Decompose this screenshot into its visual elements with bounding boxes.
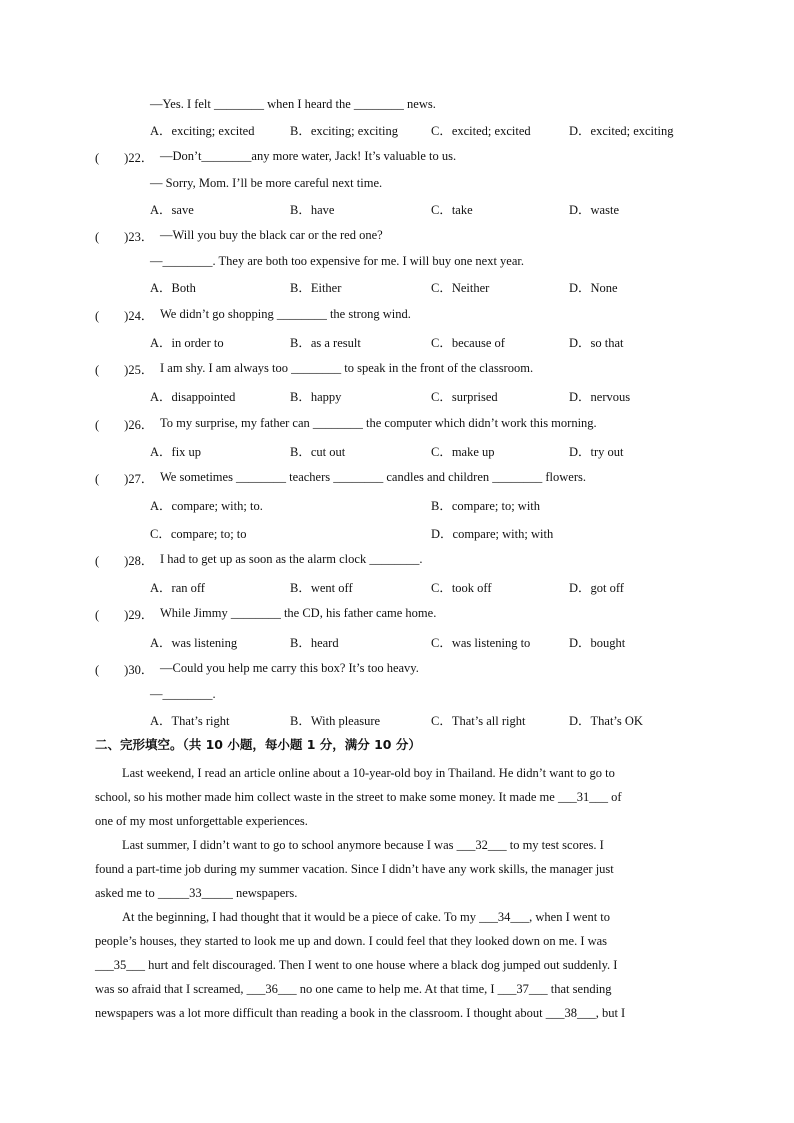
q23-option-d: D．None [569, 281, 618, 295]
q21-option-d: D．excited; exciting [569, 124, 674, 138]
passage-line: ___35___ hurt and felt discouraged. Then I went to one house where a black dog jumped out suddenly. I [95, 958, 618, 972]
q25-stem: I am shy. I am always too ________ to speak in the front of the classroom. [160, 361, 534, 375]
passage-line: Last summer, I didn’t want to go to school anymore because I was ___32___ to my test scores. I [122, 838, 604, 852]
q22-option-b: B．have [290, 203, 335, 217]
q30-stem: —Could you help me carry this box? It’s too heavy. [160, 661, 419, 675]
q25-option-a: A．disappointed [150, 390, 236, 404]
q21-option-c: C．excited; excited [431, 124, 531, 138]
q30-reply: —________. [150, 687, 216, 701]
q28-stem: I had to get up as soon as the alarm clock ________. [160, 552, 423, 566]
q24-option-b: B．as a result [290, 336, 361, 350]
q24-option-c: C．because of [431, 336, 505, 350]
q27-option-c: C．compare; to; to [150, 527, 247, 541]
q25-number: ( )25． [95, 363, 154, 377]
q23-reply: —________. They are both too expensive for me. I will buy one next year. [150, 254, 524, 268]
q26-stem: To my surprise, my father can ________ the computer which didn’t work this morning. [160, 416, 597, 430]
q27-option-a: A．compare; with; to. [150, 499, 263, 513]
q22-number: ( )22． [95, 151, 154, 165]
q22-stem: —Don’t________any more water, Jack! It’s valuable to us. [160, 149, 457, 163]
section-title: 二、完形填空。（共 10 小题，每小题 1 分，满分 10 分） [95, 737, 421, 752]
q27-stem: We sometimes ________ teachers ________ candles and children ________ flowers. [160, 470, 586, 484]
q21-dialog-line: —Yes. I felt ________ when I heard the ________ news. [150, 97, 436, 111]
passage-line: newspapers was a lot more difficult than reading a book in the classroom. I thought about ___38___, but I [95, 1006, 626, 1020]
q23-option-c: C．Neither [431, 281, 490, 295]
q29-option-a: A．was listening [150, 636, 238, 650]
q30-option-d: D．That’s OK [569, 714, 643, 728]
q22-reply: — Sorry, Mom. I’ll be more careful next time. [150, 176, 383, 190]
q26-number: ( )26． [95, 418, 154, 432]
q24-number: ( )24． [95, 309, 154, 323]
q29-option-c: C．was listening to [431, 636, 531, 650]
q28-option-a: A．ran off [150, 581, 205, 595]
passage-line: was so afraid that I screamed, ___36___ no one came to help me. At that time, I ___37___ that sending [95, 982, 612, 996]
q30-option-a: A．That’s right [150, 714, 230, 728]
q28-number: ( )28． [95, 554, 154, 568]
passage-line: At the beginning, I had thought that it would be a piece of cake. To my ___34___, when I went to [122, 910, 611, 924]
passage-line: school, so his mother made him collect waste in the street to make some money. It made me ___31___ of [95, 790, 622, 804]
q25-option-c: C．surprised [431, 390, 498, 404]
q23-option-b: B．Either [290, 281, 342, 295]
q29-stem: While Jimmy ________ the CD, his father came home. [160, 606, 437, 620]
q23-stem: —Will you buy the black car or the red one? [160, 228, 383, 242]
q28-option-c: C．took off [431, 581, 492, 595]
q27-option-d: D．compare; with; with [431, 527, 554, 541]
q24-option-d: D．so that [569, 336, 624, 350]
q26-option-d: D．try out [569, 445, 624, 459]
passage-line: asked me to _____33_____ newspapers. [95, 886, 298, 900]
q27-option-b: B．compare; to; with [431, 499, 541, 513]
q26-option-c: C．make up [431, 445, 495, 459]
q24-stem: We didn’t go shopping ________ the strong wind. [160, 307, 411, 321]
q21-option-b: B．exciting; exciting [290, 124, 398, 138]
q27-number: ( )27． [95, 472, 154, 486]
passage-line: Last weekend, I read an article online about a 10-year-old boy in Thailand. He didn’t want to go to [122, 766, 615, 780]
q29-option-d: D．bought [569, 636, 626, 650]
q28-option-b: B．went off [290, 581, 353, 595]
q30-option-c: C．That’s all right [431, 714, 526, 728]
passage-line: people’s houses, they started to look me up and down. I could feel that they looked down on me. I was [95, 934, 608, 948]
q30-option-b: B．With pleasure [290, 714, 381, 728]
q24-option-a: A．in order to [150, 336, 224, 350]
q29-option-b: B．heard [290, 636, 339, 650]
q22-option-a: A．save [150, 203, 194, 217]
q25-option-d: D．nervous [569, 390, 631, 404]
q26-option-a: A．fix up [150, 445, 202, 459]
q22-option-c: C．take [431, 203, 473, 217]
passage-line: one of my most unforgettable experiences. [95, 814, 308, 828]
q26-option-b: B．cut out [290, 445, 346, 459]
passage-line: found a part-time job during my summer vacation. Since I didn’t have any work skills, the manager just [95, 862, 614, 876]
q23-number: ( )23． [95, 230, 154, 244]
q29-number: ( )29． [95, 608, 154, 622]
q25-option-b: B．happy [290, 390, 342, 404]
q23-option-a: A．Both [150, 281, 196, 295]
q28-option-d: D．got off [569, 581, 624, 595]
q30-number: ( )30． [95, 663, 154, 677]
q21-option-a: A．exciting; excited [150, 124, 255, 138]
q22-option-d: D．waste [569, 203, 619, 217]
